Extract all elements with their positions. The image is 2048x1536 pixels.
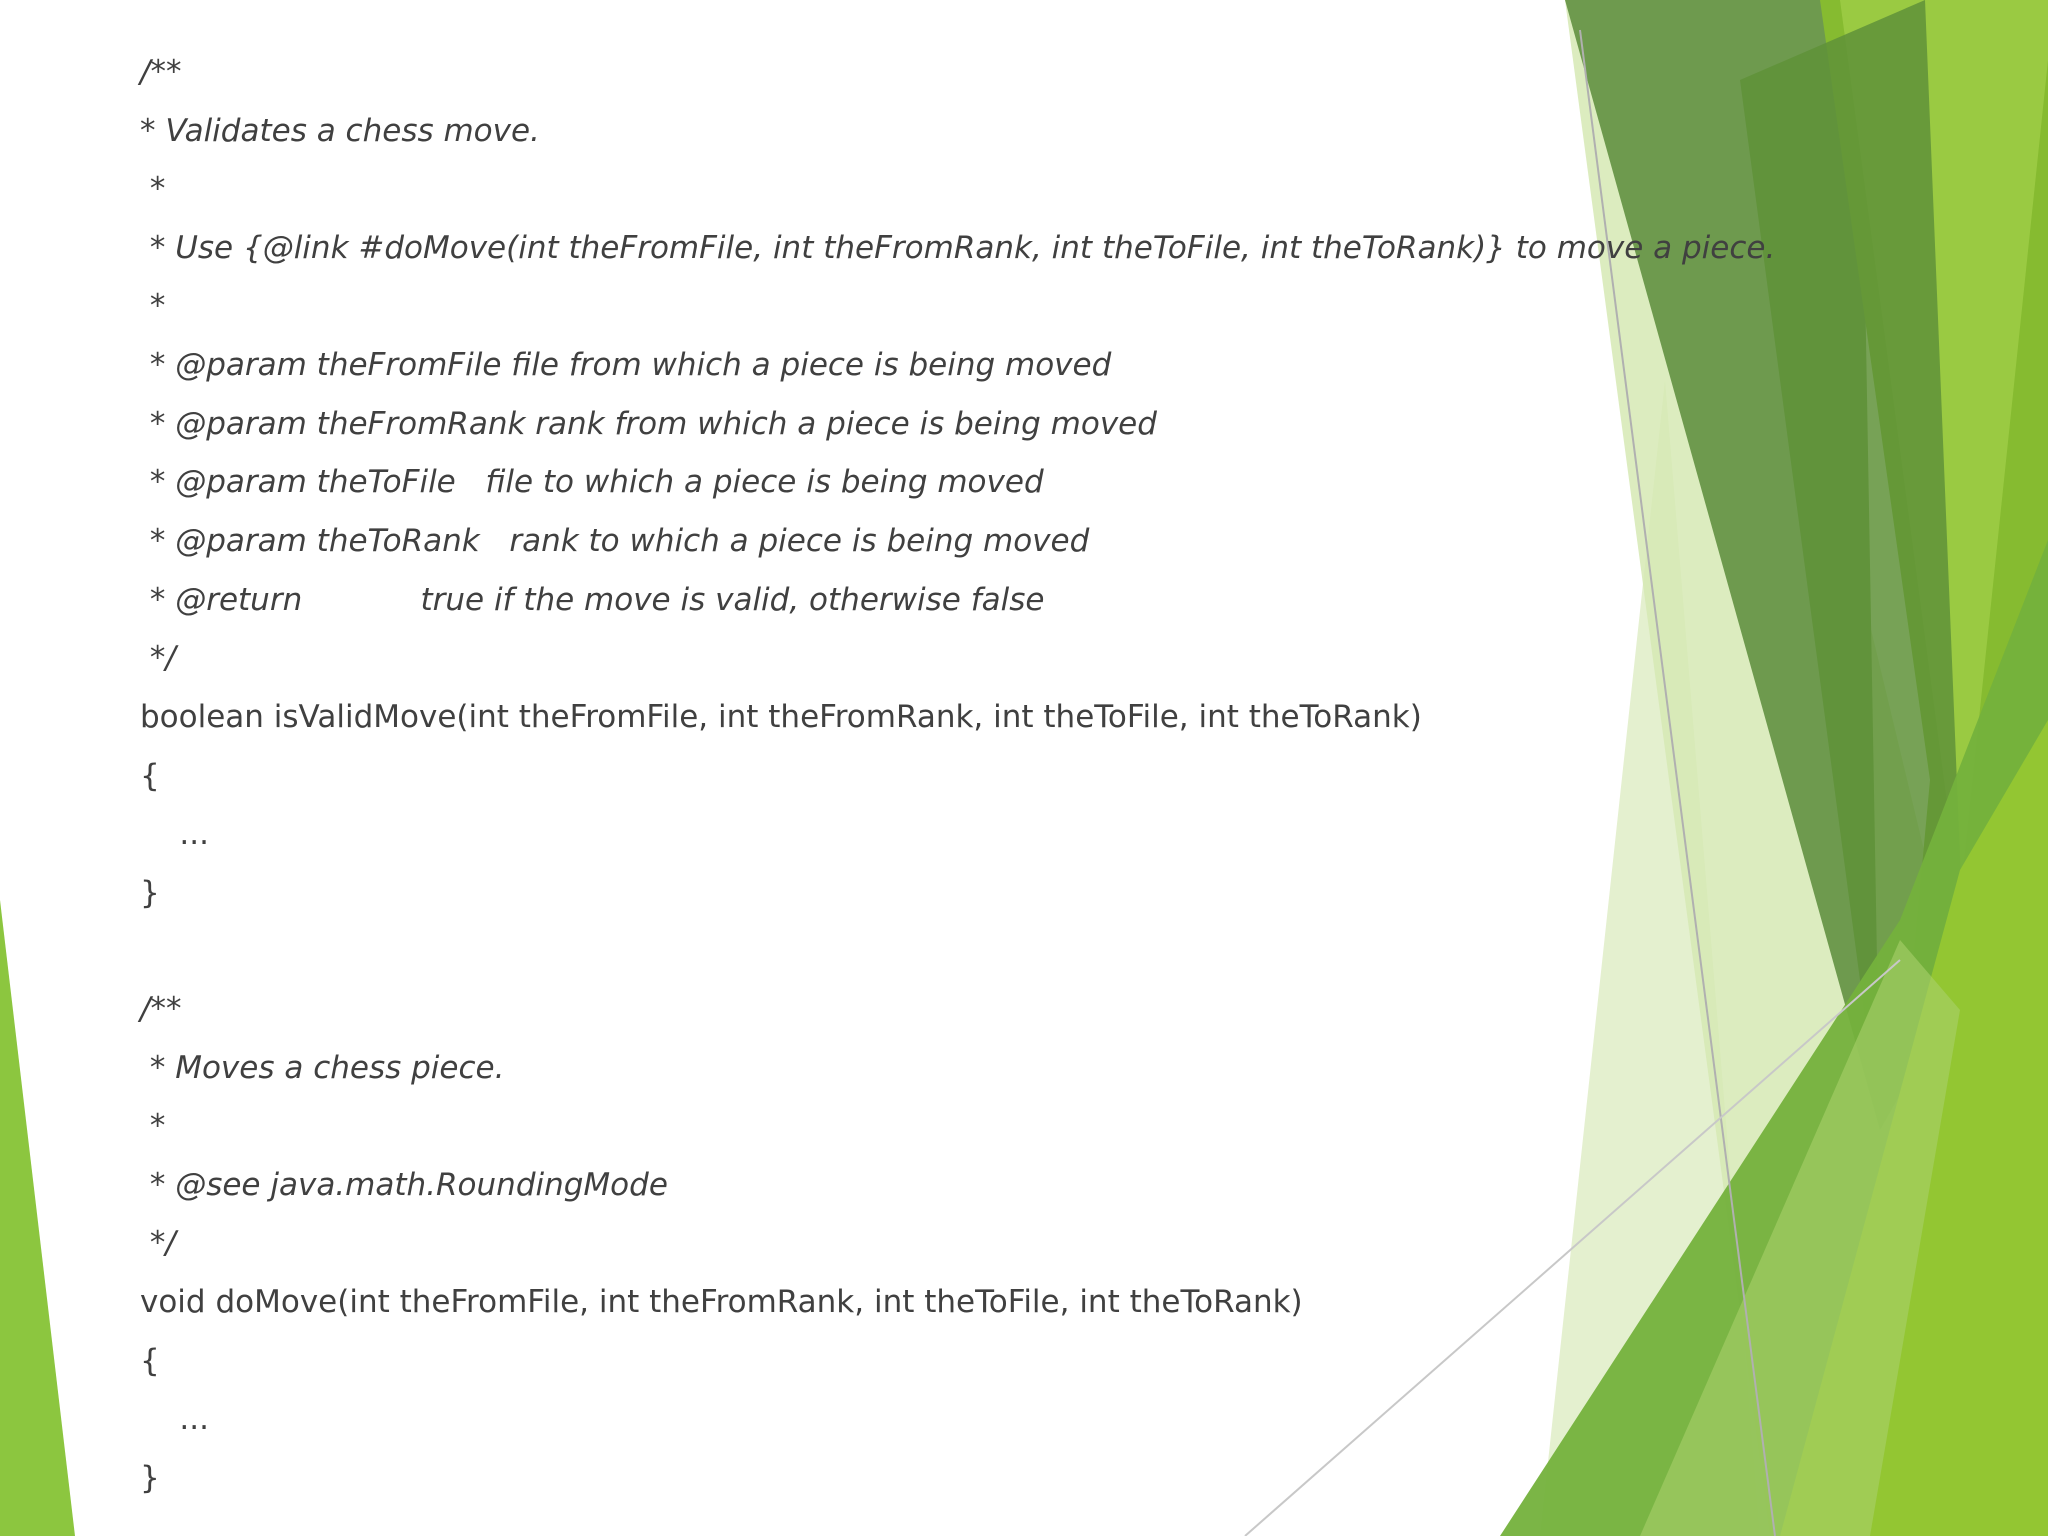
doc-comment-blank: * (140, 1108, 166, 1144)
open-brace: { (140, 1343, 160, 1379)
doc-param-to-file: * @param theToFile file to which a piece is being moved (140, 464, 1044, 500)
doc-param-to-rank: * @param theToRank rank to which a piece is being moved (140, 523, 1090, 559)
close-brace: } (140, 1460, 160, 1496)
doc-comment-blank: * (140, 288, 166, 324)
doc-comment-summary: * Moves a chess piece. (140, 1050, 505, 1086)
doc-comment-blank: * (140, 171, 166, 207)
method-signature-is-valid-move: boolean isValidMove(int theFromFile, int theFromRank, int theToFile, int theToRank) (140, 699, 1422, 735)
code-snippet (140, 0, 1776, 1536)
close-brace: } (140, 875, 160, 911)
open-brace: { (140, 758, 160, 794)
doc-return: * @return true if the move is valid, otherwise false (140, 582, 1045, 618)
method-body-ellipsis: ... (140, 816, 209, 852)
doc-comment-close: */ (140, 1225, 176, 1261)
doc-comment-close: */ (140, 640, 176, 676)
left-green-wedge (0, 900, 75, 1536)
doc-param-from-rank: * @param theFromRank rank from which a piece is being moved (140, 406, 1157, 442)
doc-comment-open: /** (140, 991, 182, 1027)
doc-comment-link: * Use {@link #doMove(int theFromFile, int theFromRank, int theToFile, int theToRank)} to move a piece. (140, 230, 1776, 266)
doc-comment-summary: * Validates a chess move. (140, 113, 540, 149)
method-signature-do-move: void doMove(int theFromFile, int theFromRank, int theToFile, int theToRank) (140, 1284, 1303, 1320)
doc-param-from-file: * @param theFromFile file from which a piece is being moved (140, 347, 1112, 383)
method-body-ellipsis: ... (140, 1401, 209, 1437)
doc-comment-open: /** (140, 54, 182, 90)
doc-see: * @see java.math.RoundingMode (140, 1167, 668, 1203)
